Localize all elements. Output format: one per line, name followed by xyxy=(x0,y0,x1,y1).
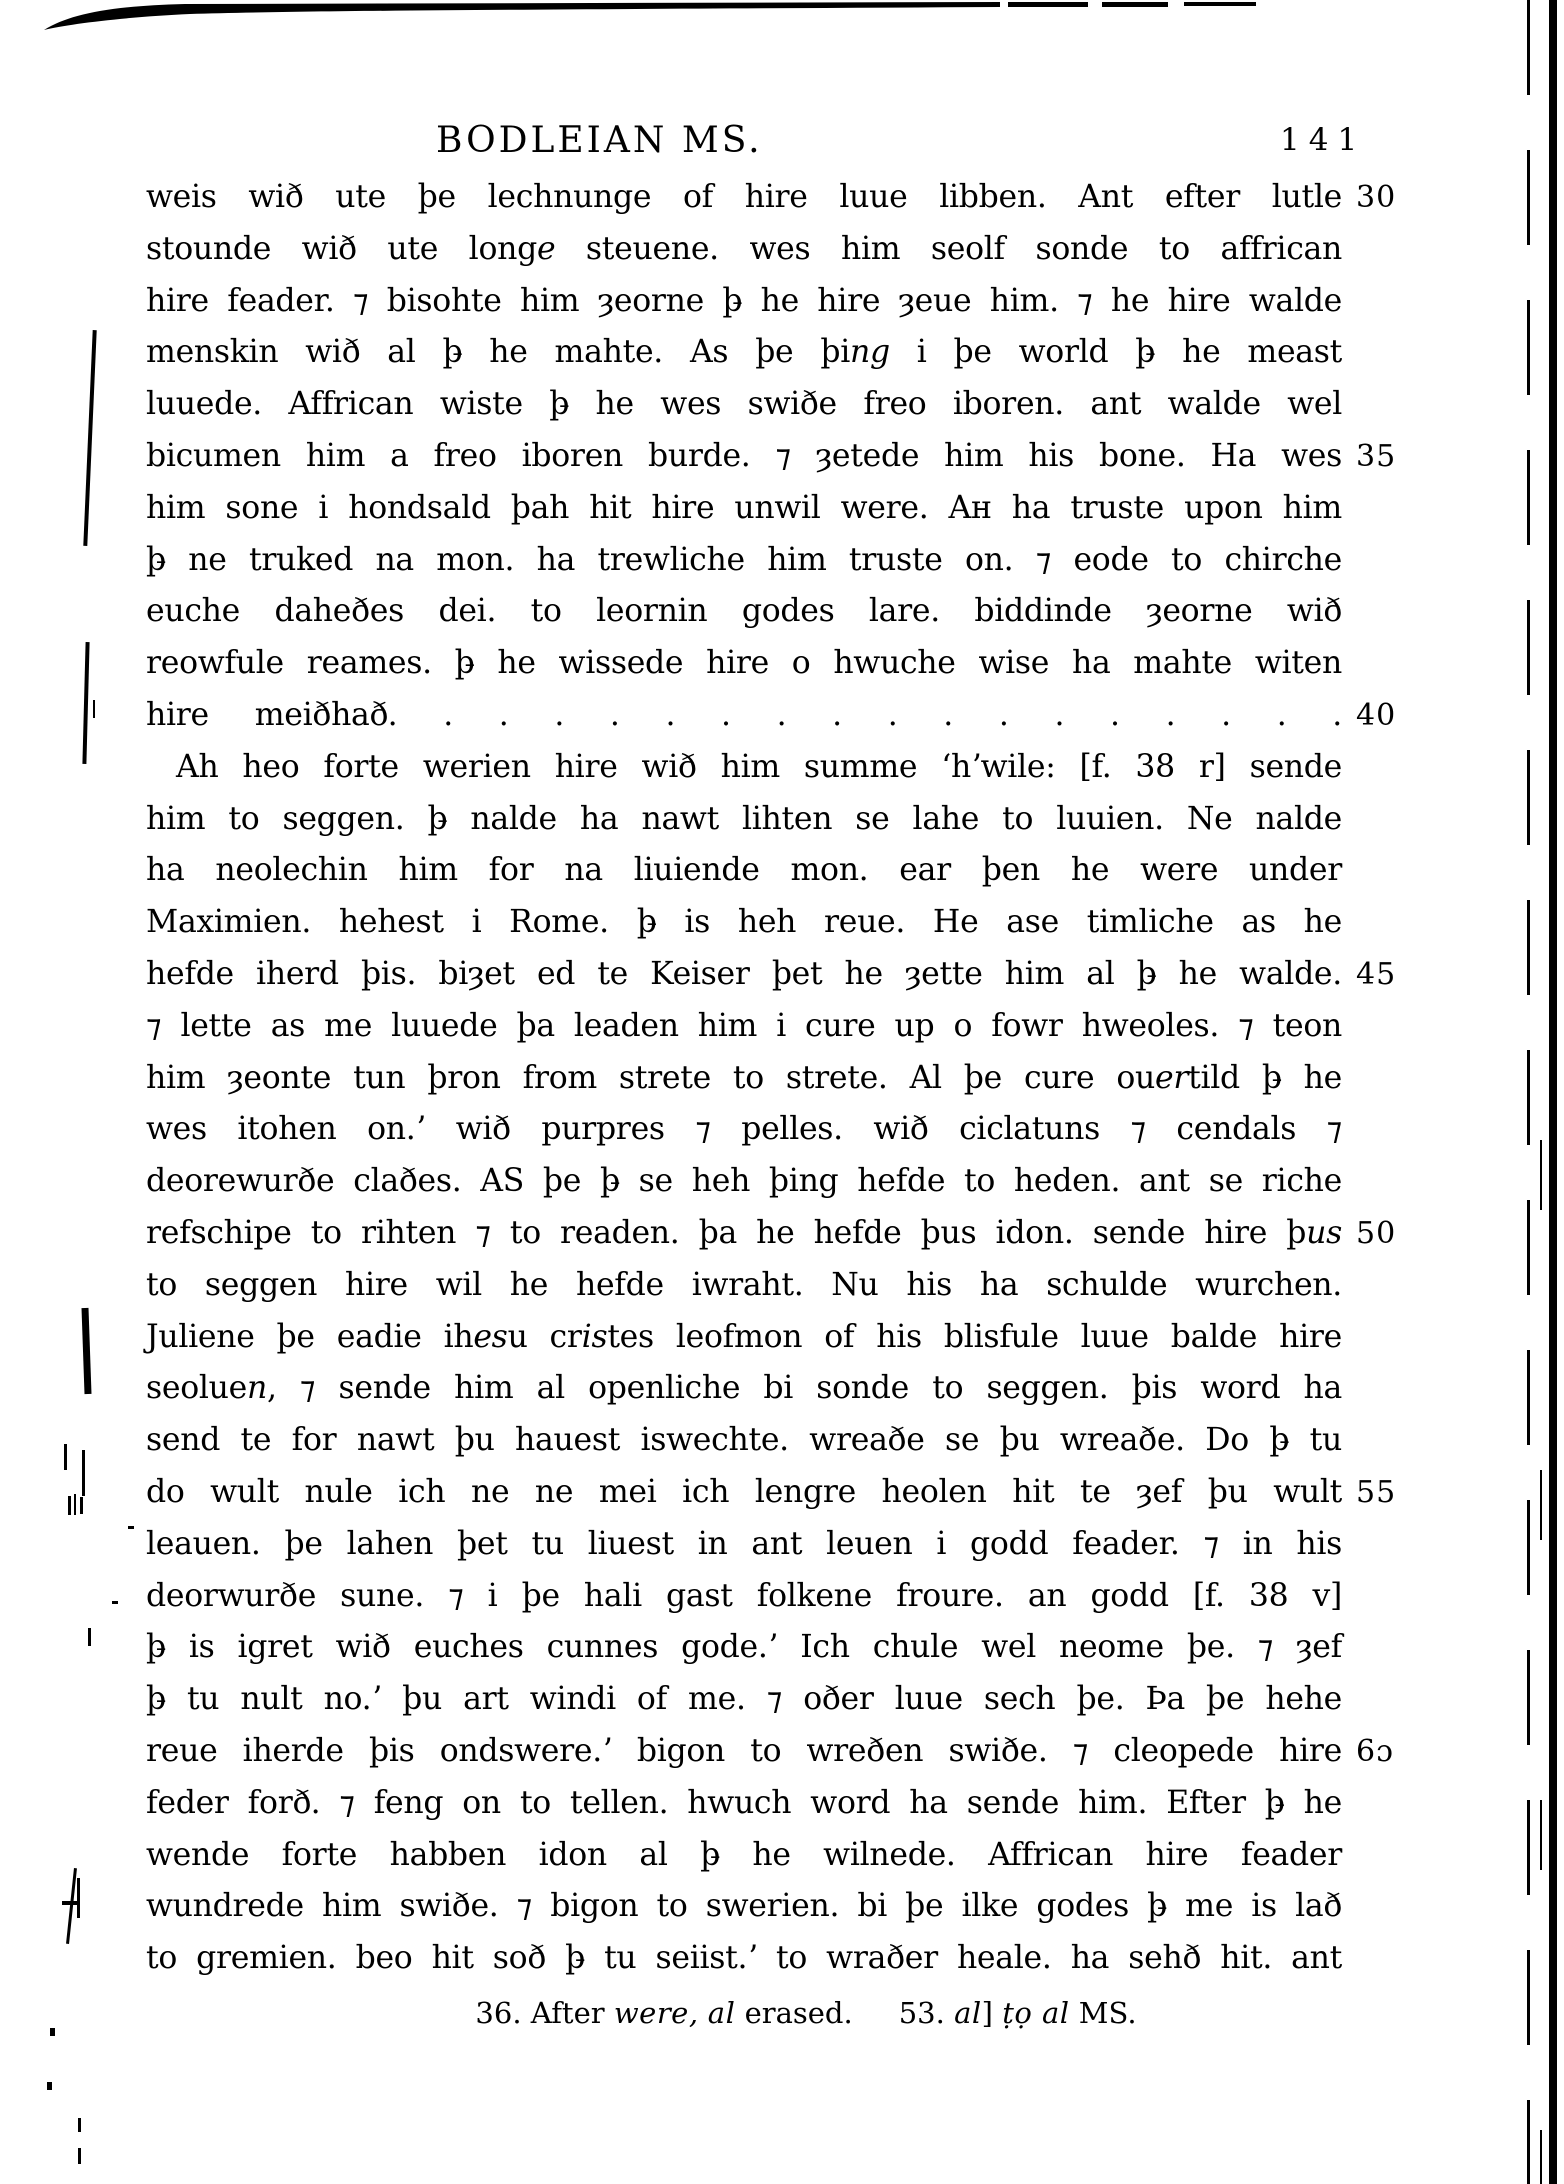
text-line xyxy=(146,1312,1342,1364)
text-line-content: send te for nawt þu hauest iswechte. wreaðe se þu wreaðe. Do þ̵ tu xyxy=(146,1422,1342,1459)
text-line xyxy=(146,1363,1342,1415)
scan-artifact-margin-speck xyxy=(112,1601,118,1604)
margin-line-number: 6ɔ xyxy=(1356,1733,1394,1769)
scan-artifact-margin-stroke xyxy=(74,1494,76,1515)
scan-artifact-margin-stroke xyxy=(82,642,89,764)
text-line xyxy=(146,638,1342,690)
text-line xyxy=(146,1053,1342,1105)
text-line-content: deorwurðe sune. ⁊ i þe hali gast folkene froure. an godd [f. 38 v] xyxy=(146,1577,1342,1614)
text-line xyxy=(146,1104,1342,1156)
text-line-content: euche daheðes dei. to leornin godes lare. biddinde ȝeorne wið xyxy=(146,593,1342,630)
text-line xyxy=(146,742,1342,794)
margin-line-number: 35 xyxy=(1356,438,1397,474)
text-line xyxy=(146,224,1342,276)
text-line-content: stounde wið ute longe steuene. wes him seolf sonde to affrican xyxy=(146,230,1343,267)
text-line-content: wende forte habben idon al þ̵ he wilnede. Affrican hire feader xyxy=(146,1836,1342,1873)
scan-artifact-margin-stroke xyxy=(82,1308,92,1394)
text-line xyxy=(146,1415,1342,1467)
text-line xyxy=(146,327,1342,379)
text-line xyxy=(146,845,1342,897)
text-line xyxy=(146,1622,1342,1674)
scan-artifact-top-edge xyxy=(0,0,1564,44)
scan-artifact-margin-stroke xyxy=(88,1628,91,1646)
text-block xyxy=(146,172,1397,1985)
text-line-content: þ̵ tu nult no.ʼ þu art windi of me. ⁊ oðer luue sech þe. Þa þe hehe xyxy=(146,1681,1342,1718)
text-line-content: seoluen, ⁊ sende him al openliche bi sonde to seggen. þis word ha xyxy=(146,1370,1342,1407)
text-line-content: hefde iherd þis. biȝet ed te Keiser þet he ȝette him al þ̵ he walde. xyxy=(146,955,1342,992)
text-line-content: weis wið ute þe lechnunge of hire luue libben. Ant efter lutle xyxy=(146,179,1342,215)
scan-artifact-margin-stroke xyxy=(77,1878,80,1918)
text-line xyxy=(146,1571,1342,1623)
scan-artifact-margin-speck xyxy=(50,2028,55,2036)
text-line-content: to gremien. beo hit soð þ̵ tu seiist.ʼ to wraðer heale. ha sehð hit. ant xyxy=(146,1940,1342,1977)
text-line-content: feder forð. ⁊ feng on to tellen. hwuch word ha sende him. Efter þ̵ he xyxy=(146,1784,1342,1821)
text-line-content: him to seggen. þ̵ nalde ha nawt lihten se lahe to luuien. Ne nalde xyxy=(146,800,1342,837)
text-line xyxy=(146,379,1342,431)
text-line-content: refschipe to rihten ⁊ to readen. þa he hefde þus idon. sende hire þus xyxy=(146,1214,1342,1251)
text-line-content: menskin wið al þ̵ he mahte. As þe þing i þe world þ̵ he meast xyxy=(146,334,1342,371)
text-line xyxy=(146,1519,1342,1571)
text-line-content: ⁊ lette as me luuede þa leaden him i cure up o fowr hweoles. ⁊ teon xyxy=(146,1007,1342,1044)
text-line xyxy=(146,535,1342,587)
text-line-content: him sone i hondsald þah hit hire unwil were. Aʜ ha truste upon him xyxy=(146,489,1342,526)
text-line-content: do wult nule ich ne ne mei ich lengre heolen hit te ȝef þu wult xyxy=(146,1473,1342,1510)
scan-artifact-margin-stroke xyxy=(64,1444,67,1470)
text-line xyxy=(146,1260,1342,1312)
scan-artifact-right-edge xyxy=(1549,0,1557,2184)
scan-artifact-margin-stroke xyxy=(93,700,95,718)
text-line xyxy=(146,794,1342,846)
text-line xyxy=(146,1881,1342,1933)
scan-artifact-margin-stroke xyxy=(80,1497,83,1514)
scan-artifact-margin-speck xyxy=(47,2082,52,2090)
scan-artifact-margin-speck xyxy=(78,2118,81,2132)
text-line-content: Juliene þe eadie ihesu cristes leofmon of his blisfule luue balde hire xyxy=(146,1318,1342,1355)
text-line xyxy=(146,949,1397,1001)
text-line-content: deorewurðe claðes. AS þe þ̵ se heh þing hefde to heden. ant se riche xyxy=(146,1163,1342,1200)
margin-line-number: 30 xyxy=(1356,180,1397,215)
text-line xyxy=(146,1674,1342,1726)
text-line-content: wes itohen on.ʼ wið purpres ⁊ pelles. wið ciclatuns ⁊ cendals ⁊ xyxy=(146,1111,1342,1148)
scan-artifact-margin-speck xyxy=(78,2148,81,2164)
text-line-content: Maximien. hehest i Rome. þ̵ is heh reue. He ase timliche as he xyxy=(146,904,1342,941)
margin-line-number: 45 xyxy=(1356,956,1397,992)
text-line xyxy=(146,1467,1397,1519)
text-line xyxy=(146,276,1342,328)
scan-artifact-right-dashed-line xyxy=(1527,0,1530,2184)
footnote-1: 36. After were, al erased. xyxy=(475,1996,853,2030)
text-line-content: Ah heo forte werien hire wið him summe ʻhʼwile: [f. 38 r] sende xyxy=(176,748,1342,785)
scan-artifact-margin-speck xyxy=(128,1526,134,1529)
text-line xyxy=(146,897,1342,949)
text-line-content: leauen. þe lahen þet tu liuest in ant leuen i godd feader. ⁊ in his xyxy=(146,1525,1342,1562)
text-line xyxy=(146,586,1342,638)
scan-artifact-margin-stroke xyxy=(82,1450,85,1496)
scan-artifact-margin-stroke xyxy=(83,330,96,546)
footnote-2: 53. al] ṭọ al MS. xyxy=(898,1996,1137,2030)
text-line-content: þ̵ is igret wið euches cunnes gode.ʼ Ich chule wel neome þe. ⁊ ȝef xyxy=(146,1629,1342,1666)
scan-artifact-margin-stroke xyxy=(66,1868,77,1944)
text-line-content: reowfule reames. þ̵ he wissede hire o hwuche wise ha mahte witen xyxy=(146,645,1342,682)
text-line-content: þ̵ ne truked na mon. ha trewliche him truste on. ⁊ eode to chirche xyxy=(146,541,1342,578)
text-line-content: luuede. Affrican wiste þ̵ he wes swiðe freo iboren. ant walde wel xyxy=(146,386,1342,423)
text-line-content: him ȝeonte tun þron from strete to strete. Al þe cure ouertild þ̵ he xyxy=(146,1059,1342,1096)
margin-line-number: 50 xyxy=(1356,1215,1397,1251)
text-line-content: bicumen him a freo iboren burde. ⁊ ȝetede him his bone. Ha wes xyxy=(146,437,1342,474)
footnote-row xyxy=(208,1996,1404,2030)
text-line xyxy=(146,1933,1342,1985)
text-line-content: reue iherde þis ondswere.ʼ bigon to wreðen swiðe. ⁊ cleopede hire xyxy=(146,1732,1342,1769)
text-line xyxy=(146,483,1342,535)
text-line xyxy=(146,1208,1397,1260)
text-line xyxy=(146,1726,1394,1778)
text-line xyxy=(146,431,1397,483)
page-number: 141 xyxy=(1280,122,1367,158)
text-line xyxy=(146,1156,1342,1208)
running-header-title: BODLEIAN MS. xyxy=(436,120,763,161)
text-line-content: wundrede him swiðe. ⁊ bigon to swerien. bi þe ilke godes þ̵ me is lað xyxy=(146,1888,1342,1925)
text-line-content: hire meiðhað. . . . . . . . . . . . . . . . . . xyxy=(146,696,1342,733)
text-line xyxy=(146,1001,1342,1053)
text-line xyxy=(146,1778,1342,1830)
text-line-content: to seggen hire wil he hefde iwraht. Nu his ha schulde wurchen. xyxy=(146,1266,1342,1303)
margin-line-number: 55 xyxy=(1356,1474,1397,1510)
scan-artifact-margin-stroke xyxy=(68,1496,71,1515)
text-line xyxy=(146,690,1397,742)
text-line xyxy=(146,1830,1342,1882)
text-line-content: ha neolechin him for na liuiende mon. ear þen he were under xyxy=(146,852,1342,889)
text-line xyxy=(146,172,1397,224)
scan-artifact-right-dashed-line-2 xyxy=(1540,880,1542,2184)
margin-line-number: 40 xyxy=(1356,697,1397,733)
text-line-content: hire feader. ⁊ bisohte him ȝeorne þ̵ he hire ȝeue him. ⁊ he hire walde xyxy=(146,282,1342,319)
